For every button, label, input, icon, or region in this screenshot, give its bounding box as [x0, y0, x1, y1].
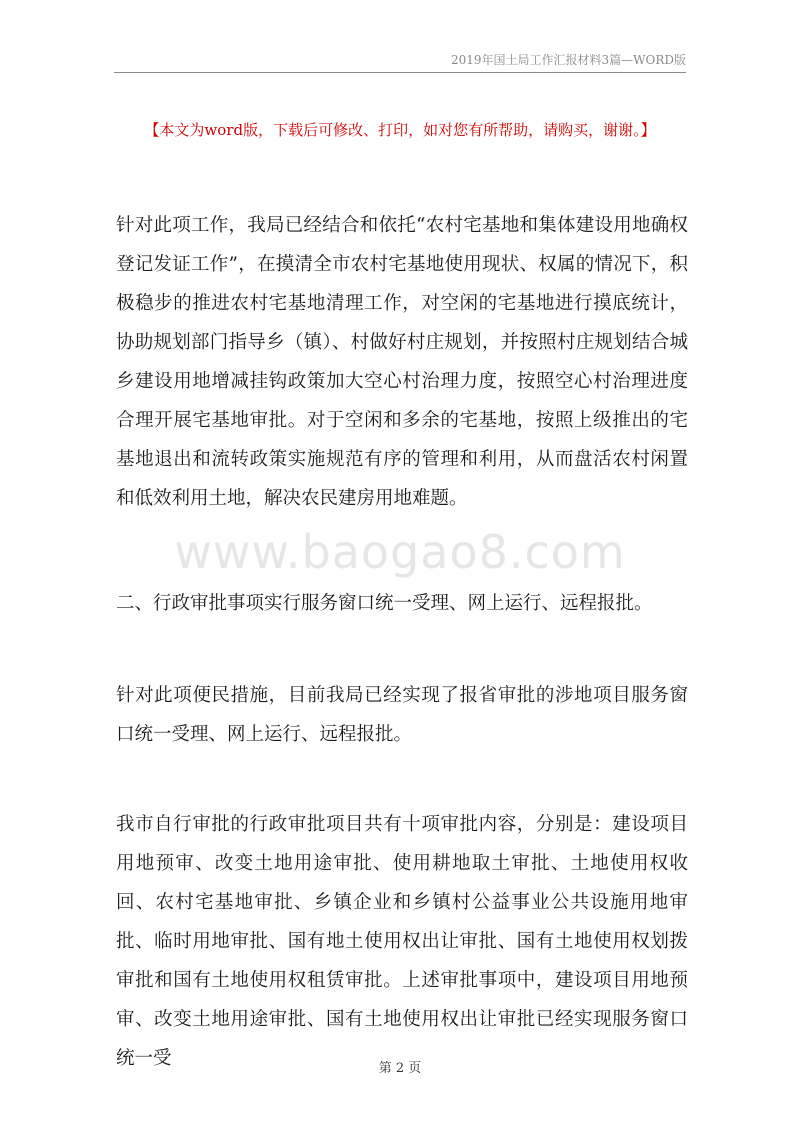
header-title: 2019年国土局工作汇报材料3篇—WORD版 — [450, 53, 686, 67]
paragraph-approval-items: 我市自行审批的行政审批项目共有十项审批内容，分别是：建设项目用地预审、改变土地用途审批、使用耕地取土审批、土地使用权收回、农村宅基地审批、乡镇企业和乡镇村公益事业公共设施用地审批、临时用地审批、国有地土使用权出让审批、国有土地使用权划拨审批和国有土地使用权租赁审批。上述审批事项中，建设项目用地预审、改变土地用途审批、国有土地使用权出让审批已经实现服务窗口统一受 — [116, 814, 688, 1069]
paragraph-homestead-cleanup: 针对此项工作，我局已经结合和依托“农村宅基地和集体建设用地确权登记发证工作”，在摸清全市农村宅基地使用现状、权属的情况下，积极稳步的推进农村宅基地清理工作，对空闲的宅基地进行摸底统计，协助规划部门指导乡（镇）、村做好村庄规划，并按照村庄规划结合城乡建设用地增减挂钩政策加大空心村治理力度，按照空心村治理进度合理开展宅基地审批。对于空闲和多余的宅基地，按照上级推出的宅基地退出和流转政策实施规范有序的管理和利用，从而盘活农村闲置和低效利用土地，解决农民建房用地难题。 — [116, 215, 688, 509]
page-number: 第 2 页 — [378, 1061, 422, 1076]
purchase-notice: 【本文为word版，下载后可修改、打印，如对您有所帮助，请购买，谢谢。】 — [144, 121, 656, 139]
page-header — [114, 50, 686, 73]
watermark: www.baogao8.com — [174, 525, 626, 579]
section-heading-approval: 二、行政审批事项实行服务窗口统一受理、网上运行、远程报批。 — [116, 593, 653, 614]
paragraph-convenience-measures: 针对此项便民措施，目前我局已经实现了报省审批的涉地项目服务窗口统一受理、网上运行、远程报批。 — [116, 685, 688, 745]
